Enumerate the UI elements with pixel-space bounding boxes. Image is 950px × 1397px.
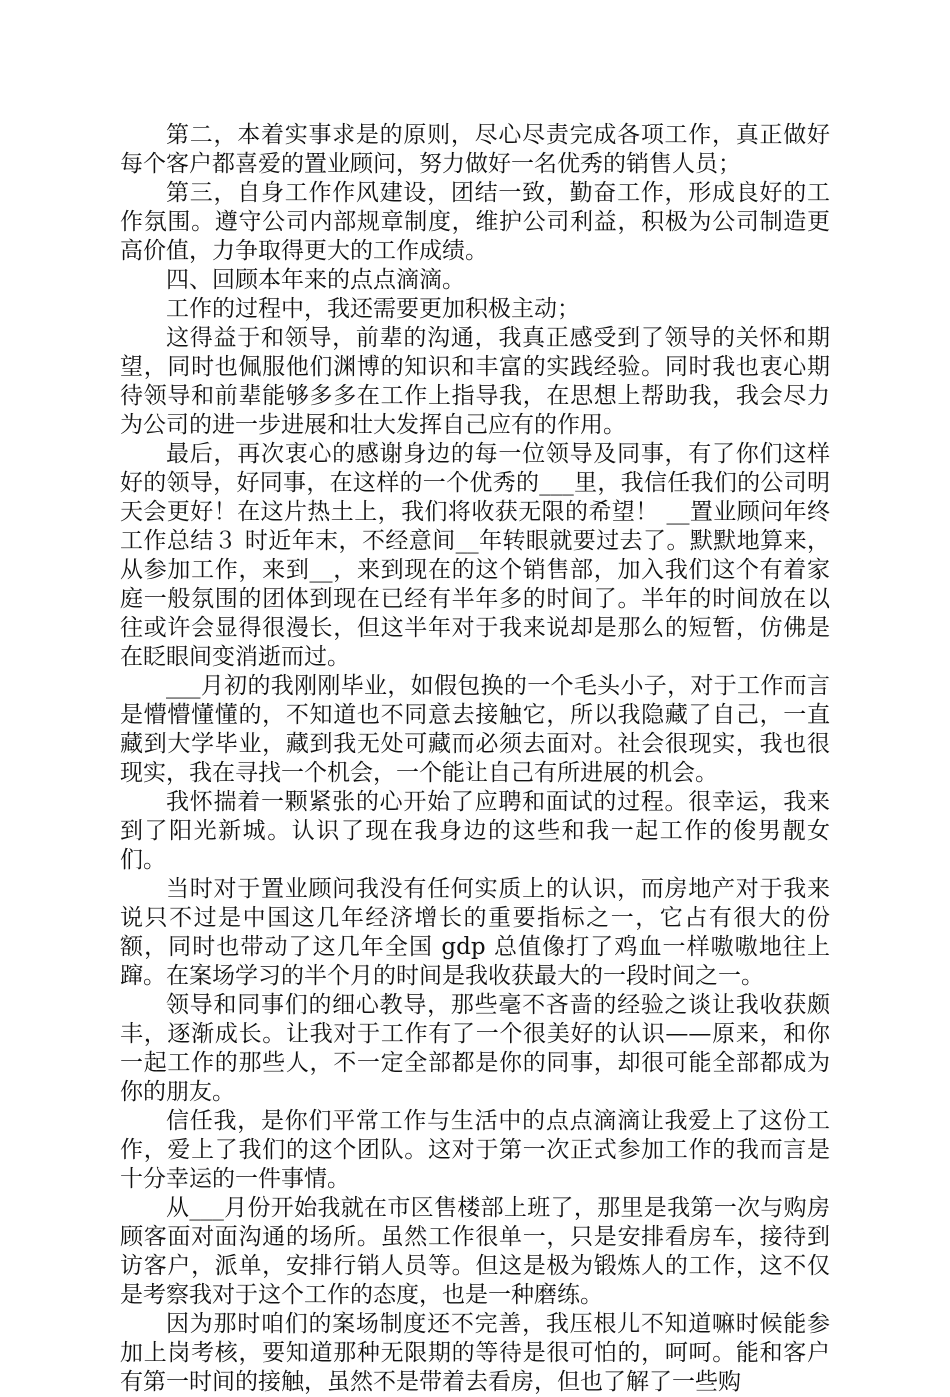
paragraph: 领导和同事们的细心教导，那些毫不吝啬的经验之谈让我收获颇丰，逐渐成长。让我对于工作有了一个很美好的认识——原来，和你一起工作的那些人，不一定全部都是你的同事，却很可能全部都成为你的朋友。 (120, 992, 830, 1105)
paragraph: 从___月份开始我就在市区售楼部上班了，那里是我第一次与购房顾客面对面沟通的场所。虽然工作很单一，只是安排看房车，接待到访客户，派单，安排行销人员等。但这是极为锻炼人的工作，这不仅是考察我对于这个工作的态度，也是一种磨练。 (120, 1195, 830, 1308)
paragraph: 信任我，是你们平常工作与生活中的点点滴滴让我爱上了这份工作，爱上了我们的这个团队。这对于第一次正式参加工作的我而言是十分幸运的一件事情。 (120, 1108, 830, 1192)
paragraph: 我怀揣着一颗紧张的心开始了应聘和面试的过程。很幸运，我来到了阳光新城。认识了现在我身边的这些和我一起工作的俊男靓女们。 (120, 789, 830, 873)
paragraph: 第三，自身工作作风建设，团结一致，勤奋工作，形成良好的工作氛围。遵守公司内部规章制度，维护公司利益，积极为公司制造更高价值，力争取得更大的工作成绩。 (120, 180, 830, 264)
section-heading: 四、回顾本年来的点点滴滴。 (166, 267, 465, 293)
paragraph: 工作的过程中，我还需要更加积极主动； (166, 296, 580, 322)
paragraph: ___月初的我刚刚毕业，如假包换的一个毛头小子，对于工作而言是懵懵懂懂的，不知道也不同意去接触它，所以我隐藏了自己，一直藏到大学毕业，藏到我无处可藏而必须去面对。社会很现实，我也很现实，我在寻找一个机会，一个能让自己有所进展的机会。 (120, 673, 830, 786)
paragraph: 这得益于和领导，前辈的沟通，我真正感受到了领导的关怀和期望，同时也佩服他们渊博的知识和丰富的实践经验。同时我也衷心期待领导和前辈能够多多在工作上指导我，在思想上帮助我，我会尽力为公司的进一步进展和壮大发挥自己应有的作用。 (120, 325, 830, 438)
paragraph: 最后，再次衷心的感谢身边的每一位领导及同事，有了你们这样好的领导，好同事，在这样的一个优秀的___里，我信任我们的公司明天会更好！在这片热土上，我们将收获无限的希望！ __置业顾问年终工作总结３ 时近年末，不经意间__年转眼就要过去了。默默地算来，从参加工作，来到__，来到现在的这个销售部，加入我们这个有着家庭一般氛围的团体到现在已经有半年多的时间了。半年的时间放在以往或许会显得很漫长，但这半年对于我来说却是那么的短暂，仿佛是在眨眼间变消逝而过。 (120, 441, 830, 670)
document-body (120, 121, 830, 1397)
paragraph: 第二，本着实事求是的原则，尽心尽责完成各项工作，真正做好每个客户都喜爱的置业顾问，努力做好一名优秀的销售人员； (120, 122, 830, 177)
paragraph: 因为那时咱们的案场制度还不完善，我压根儿不知道嘛时候能参加上岗考核，要知道那种无限期的等待是很可怕的，呵呵。能和客户有第一时间的接触，虽然不是带着去看房，但也了解了一些购 (120, 1311, 830, 1395)
paragraph: 当时对于置业顾问我没有任何实质上的认识，而房地产对于我来说只不过是中国这几年经济增长的重要指标之一，它占有很大的份额，同时也带动了这几年全国 gdp 总值像打了鸡血一样嗷嗷地往上蹿。在案场学习的半个月的时间是我收获最大的一段时间之一。 (120, 876, 830, 989)
